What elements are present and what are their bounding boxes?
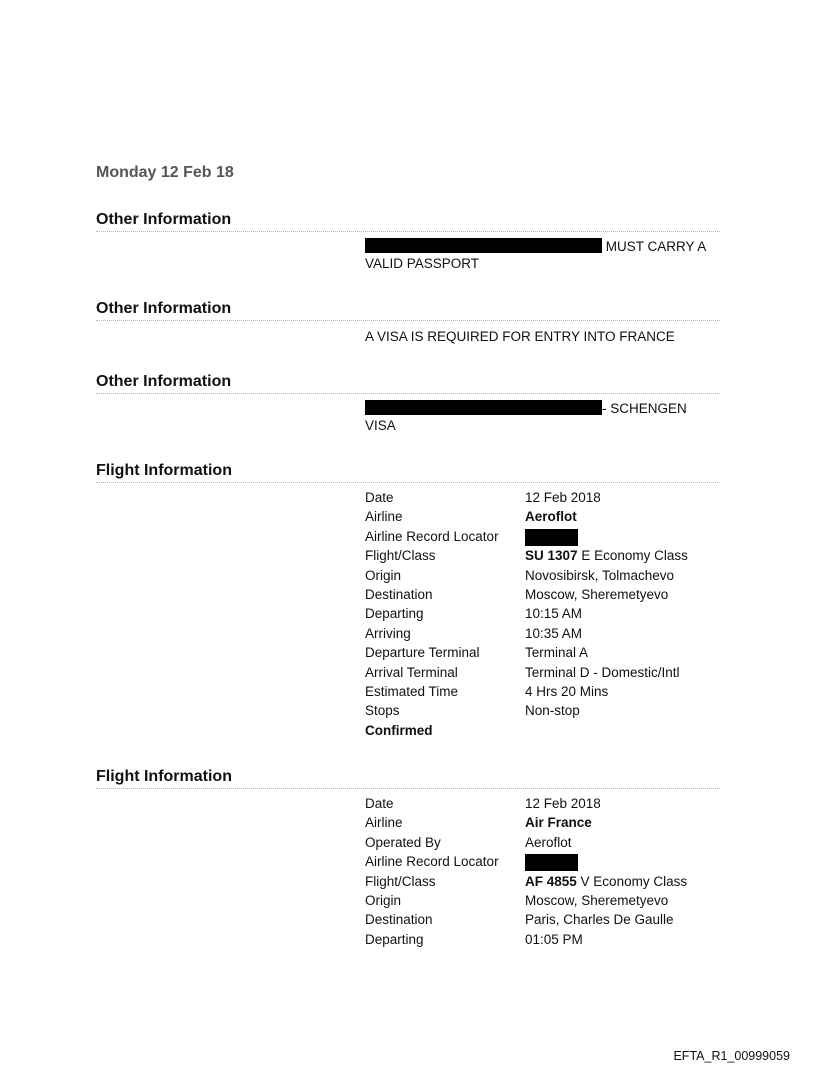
detail-label: Operated By bbox=[365, 834, 441, 850]
section-header-flight-information-2 bbox=[96, 768, 720, 789]
detail-value bbox=[525, 548, 688, 563]
text-line: A VISA IS REQUIRED FOR ENTRY INTO FRANCE bbox=[365, 329, 675, 344]
detail-value: Terminal D - Domestic/Intl bbox=[525, 664, 680, 680]
section-header-other-information-2 bbox=[96, 300, 720, 321]
flight-2-details bbox=[365, 796, 725, 951]
text-line bbox=[365, 400, 720, 417]
section-title: Other Information bbox=[96, 300, 232, 317]
detail-value: 10:35 AM bbox=[525, 625, 583, 641]
detail-row-flight-class bbox=[365, 548, 725, 567]
detail-row-destination bbox=[365, 587, 725, 606]
detail-label: Destination bbox=[365, 912, 433, 928]
detail-row-stops bbox=[365, 703, 725, 722]
detail-value: Moscow, Sheremetyevo bbox=[525, 892, 669, 908]
day-heading: Monday 12 Feb 18 bbox=[96, 164, 234, 181]
detail-value bbox=[525, 529, 578, 546]
flight-number: AF 4855 bbox=[525, 873, 577, 889]
detail-row-origin bbox=[365, 568, 725, 587]
detail-row-operated-by bbox=[365, 835, 725, 854]
detail-value: 4 Hrs 20 Mins bbox=[525, 683, 609, 699]
text-line: VISA bbox=[365, 418, 396, 433]
detail-value: Air France bbox=[525, 815, 592, 831]
detail-row-destination bbox=[365, 912, 725, 931]
detail-row-record-locator bbox=[365, 854, 725, 873]
section-title: Other Information bbox=[96, 211, 232, 228]
fare-class: V Economy Class bbox=[580, 873, 688, 889]
detail-row-departing bbox=[365, 606, 725, 625]
detail-row-status bbox=[365, 723, 725, 742]
detail-value: 01:05 PM bbox=[525, 931, 583, 947]
text-fragment: MUST CARRY A bbox=[605, 239, 707, 254]
detail-row-origin bbox=[365, 893, 725, 912]
redaction-block bbox=[365, 238, 602, 253]
detail-row-flight-class bbox=[365, 874, 725, 893]
detail-row-date bbox=[365, 490, 725, 509]
detail-row-arrival-terminal bbox=[365, 665, 725, 684]
flight-number: SU 1307 bbox=[525, 548, 578, 564]
detail-value: Non-stop bbox=[525, 703, 580, 719]
detail-value: Aeroflot bbox=[525, 509, 577, 525]
section-header-other-information-1 bbox=[96, 211, 720, 232]
detail-row-date bbox=[365, 796, 725, 815]
detail-label: Date bbox=[365, 796, 394, 811]
detail-label: Airline bbox=[365, 815, 403, 831]
detail-label: Flight/Class bbox=[365, 873, 436, 889]
booking-status: Confirmed bbox=[365, 722, 433, 738]
detail-label: Destination bbox=[365, 586, 433, 602]
detail-label: Arrival Terminal bbox=[365, 664, 458, 680]
detail-row-departure-terminal bbox=[365, 645, 725, 664]
section-title: Flight Information bbox=[96, 462, 232, 479]
flight-1-details bbox=[365, 490, 725, 742]
text-line: VALID PASSPORT bbox=[365, 256, 480, 271]
detail-value: 12 Feb 2018 bbox=[525, 490, 601, 505]
detail-value: Aeroflot bbox=[525, 834, 572, 850]
detail-label: Departing bbox=[365, 606, 424, 622]
redaction-block bbox=[525, 854, 578, 871]
detail-label: Airline Record Locator bbox=[365, 528, 499, 544]
detail-label: Departing bbox=[365, 931, 424, 947]
detail-label: Origin bbox=[365, 892, 402, 908]
detail-label: Stops bbox=[365, 703, 400, 719]
section-header-flight-information-1 bbox=[96, 462, 720, 483]
detail-value: Terminal A bbox=[525, 645, 589, 661]
detail-value: 10:15 AM bbox=[525, 606, 583, 622]
detail-value: Novosibirsk, Tolmachevo bbox=[525, 567, 675, 583]
section-header-other-information-3 bbox=[96, 373, 720, 394]
detail-label: Airline bbox=[365, 509, 403, 525]
other-information-2-text bbox=[365, 328, 720, 345]
detail-label: Airline Record Locator bbox=[365, 854, 499, 870]
detail-row-departing bbox=[365, 932, 725, 951]
detail-label: Departure Terminal bbox=[365, 645, 480, 661]
detail-value: Moscow, Sheremetyevo bbox=[525, 586, 669, 602]
detail-label: Origin bbox=[365, 567, 402, 583]
detail-row-airline bbox=[365, 509, 725, 528]
section-title: Other Information bbox=[96, 373, 232, 390]
redaction-block bbox=[365, 400, 602, 415]
detail-label: Estimated Time bbox=[365, 683, 459, 699]
section-title: Flight Information bbox=[96, 768, 232, 785]
detail-row-arriving bbox=[365, 626, 725, 645]
fare-class: E Economy Class bbox=[581, 548, 688, 564]
detail-value bbox=[525, 854, 578, 871]
detail-value bbox=[525, 874, 687, 889]
detail-label: Flight/Class bbox=[365, 548, 436, 564]
detail-row-estimated-time bbox=[365, 684, 725, 703]
text-fragment: - SCHENGEN bbox=[602, 401, 687, 416]
redaction-block bbox=[525, 529, 578, 546]
detail-row-airline bbox=[365, 815, 725, 834]
detail-value: 12 Feb 2018 bbox=[525, 796, 601, 811]
text-line bbox=[365, 238, 720, 255]
detail-value: Paris, Charles De Gaulle bbox=[525, 912, 674, 928]
document-id: EFTA_R1_00999059 bbox=[673, 1049, 790, 1063]
other-information-3-text bbox=[365, 400, 720, 434]
detail-row-record-locator bbox=[365, 529, 725, 548]
detail-label: Date bbox=[365, 490, 394, 505]
other-information-1-text bbox=[365, 238, 720, 272]
detail-label: Arriving bbox=[365, 625, 411, 641]
